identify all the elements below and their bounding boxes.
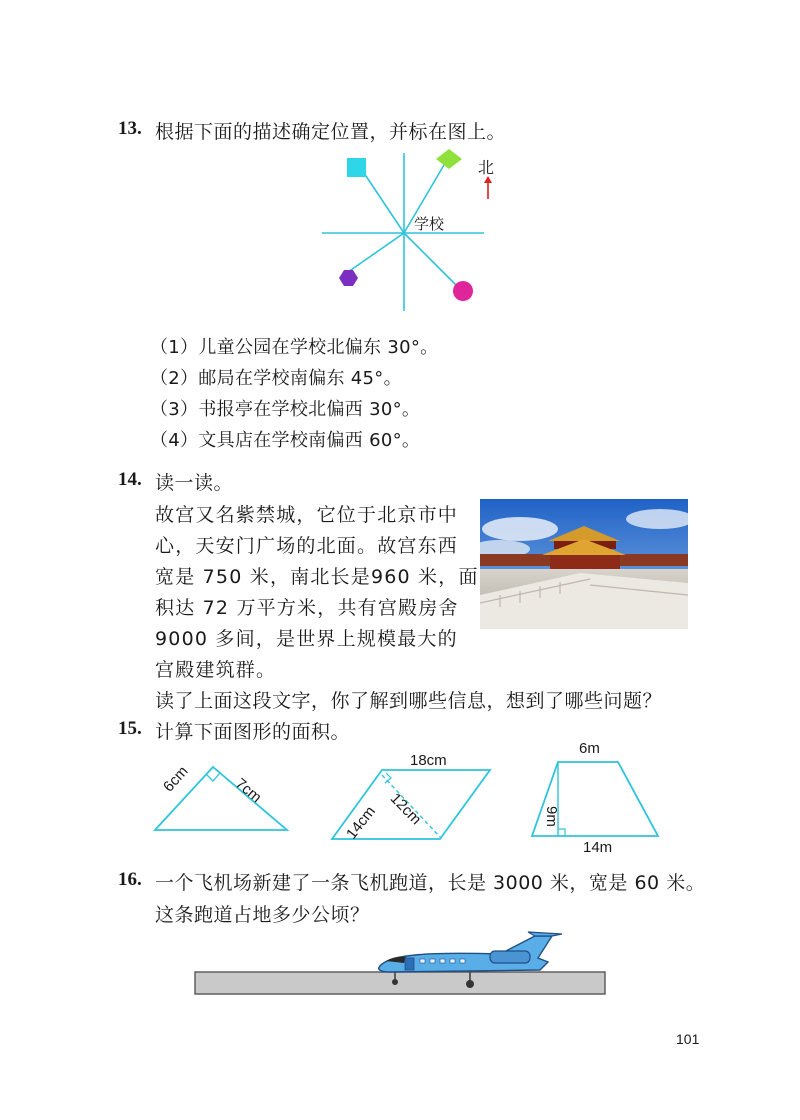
school-label: 学校	[414, 215, 445, 233]
q13-number: 13.	[118, 118, 142, 139]
right-angle-mark	[206, 773, 220, 781]
q13-item-2: （2）邮局在学校南偏东 45°。	[150, 368, 402, 389]
q16-line-2: 这条跑道占地多少公顷？	[155, 904, 370, 926]
parallelogram-side: 14cm	[343, 803, 379, 843]
q13-prompt: 根据下面的描述确定位置，并标在图上。	[155, 121, 507, 143]
q14-line-5: 9000 多间，是世界上规模最大的	[155, 628, 458, 650]
ray-se	[404, 233, 456, 285]
trapezoid-top: 6m	[579, 740, 600, 757]
page-number: 101	[676, 1031, 700, 1047]
circle-marker	[453, 281, 473, 301]
q14-followup: 读了上面这段文字，你了解到哪些信息，想到了哪些问题？	[155, 690, 663, 712]
direction-map	[300, 145, 500, 320]
q13-item-4: （4）文具店在学校南偏西 60°。	[150, 430, 421, 451]
runway	[195, 972, 605, 994]
trapezoid-figure	[528, 758, 663, 840]
q14-number: 14.	[118, 469, 142, 490]
q14-line-2: 心，天安门广场的北面。故宫东西	[155, 535, 459, 557]
q15-number: 15.	[118, 718, 142, 739]
ray-sw	[348, 233, 404, 272]
diamond-marker	[436, 149, 462, 169]
ray-nw	[360, 167, 404, 233]
hexagon-marker	[339, 270, 358, 286]
q14-line-3: 宽是 750 米，南北长是960 米，面	[155, 566, 479, 588]
q13-item-1: （1）儿童公园在学校北偏东 30°。	[150, 337, 439, 358]
q13-item-3: （3）书报亭在学校北偏西 30°。	[150, 399, 421, 420]
north-arrow-icon	[484, 176, 492, 199]
q16-line-1: 一个飞机场新建了一条飞机跑道，长是 3000 米，宽是 60 米。	[155, 872, 706, 894]
parallelogram-base: 18cm	[410, 752, 447, 769]
runway-airplane-illustration	[190, 928, 610, 998]
q14-line-4: 积达 72 万平方米，共有宫殿房舍	[155, 597, 459, 619]
trapezoid-height: 9m	[543, 806, 560, 827]
north-label: 北	[478, 158, 495, 177]
q14-prompt: 读一读。	[155, 472, 234, 494]
q14-line-1: 故宫又名紫禁城，它位于北京市中	[155, 504, 459, 526]
square-marker	[347, 158, 366, 177]
right-angle-mark	[558, 829, 565, 836]
triangle-side-b: 7cm	[232, 775, 265, 807]
triangle-side-a: 6cm	[160, 762, 192, 796]
q15-prompt: 计算下面图形的面积。	[155, 721, 351, 743]
q16-number: 16.	[118, 869, 142, 890]
trapezoid-bottom: 14m	[583, 839, 613, 856]
parallelogram-height: 12cm	[386, 790, 425, 829]
forbidden-city-photo	[480, 499, 688, 629]
q14-line-6: 宫殿建筑群。	[155, 659, 277, 681]
